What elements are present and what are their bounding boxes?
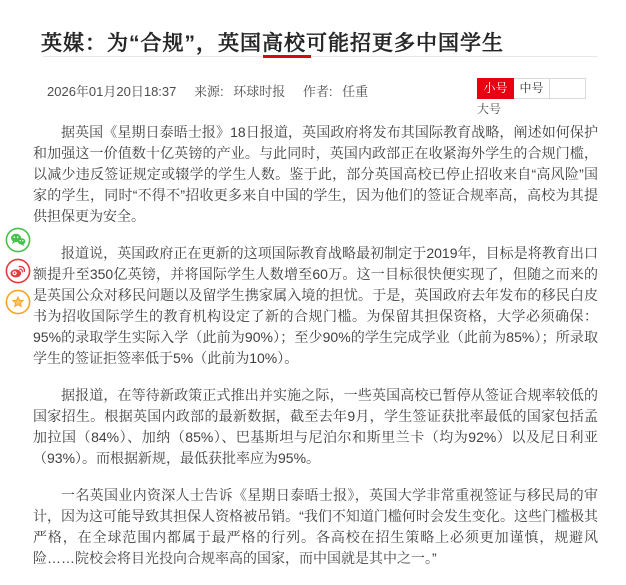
font-size-large-button[interactable]: 大号 [477, 102, 502, 116]
weibo-share-button[interactable] [5, 258, 31, 284]
qzone-star-icon [5, 289, 31, 315]
divider-accent [263, 55, 311, 58]
font-size-medium-button[interactable]: 中号 [514, 78, 550, 99]
publish-datetime: 2026年01月20日18:37 [47, 84, 177, 99]
article-paragraph: 据英国《星期日泰晤士报》18日报道，英国政府将发布其国际教育战略，阐述如何保护和加强这一价值数十亿英镑的产业。与此同时，英国内政部正在收紧海外学生的合规门槛，以减少违反签证规定或辍学的学生人数。鉴于此，部分英国高校已停止招收来自“高风险”国家的学生，同时“不得不”招收更多来自中国的学生，因为他们的签证合规率高，高校为其提供担保更为安全。 [33, 124, 598, 224]
font-size-empty-cell[interactable] [550, 78, 586, 99]
author-value: 任重 [342, 84, 369, 99]
article-meta [47, 81, 374, 100]
source-value: 环球时报 [233, 84, 286, 99]
title-divider [43, 56, 598, 57]
article-paragraph: 据报道，在等待新政策正式推出并实施之际，一些英国高校已暂停从签证合规率较低的国家招生。根据英国内政部的最新数据，截至去年9月，学生签证获批率最低的国家包括孟加拉国（84%）、加纳（85%）、巴基斯坦与尼泊尔和斯里兰卡（均为92%）以及尼日利亚（93%）。而根据新规，最低获批率应为95%。 [33, 387, 598, 466]
article-paragraph: 报道说，英国政府正在更新的这项国际教育战略最初制定于2019年，目标是将教育出口额提升至350亿英镑，并将国际学生人数增至60万。这一目标很快便实现了，但随之而来的是英国公众对移民问题以及留学生携家属入境的担忧。于是，英国政府去年发布的移民白皮书为招收国际学生的教育机构设定了新的合规门槛。为保留其担保资格，大学必须确保：95%的录取学生实际入学（此前为90%）；至少90%的学生完成学业（此前为85%）；所录取学生的签证拒签率低于5%（此前为10%）。 [33, 245, 598, 366]
page-title: 英媒：为“合规”，英国高校可能招更多中国学生 [41, 32, 504, 56]
wechat-icon [5, 227, 31, 253]
article-body [33, 122, 598, 585]
font-size-control [477, 78, 586, 99]
article-paragraph: 一名英国业内资深人士告诉《星期日泰晤士报》，英国大学非常重视签证与移民局的审计，因为这可能导致其担保人资格被吊销。“我们不知道门槛何时会发生变化。这些门槛极其严格，在全球范围内都属于最严格的行列。各高校在招生策略上必须更加谨慎，规避风险……院校会将目光投向合规率高的国家，而中国就是其中之一。” [33, 487, 598, 566]
source-label: 来源: [194, 84, 224, 99]
wechat-share-button[interactable] [5, 227, 31, 253]
qzone-share-button[interactable] [5, 289, 31, 315]
weibo-icon [5, 258, 31, 284]
share-column [5, 227, 31, 315]
font-size-small-button[interactable]: 小号 [477, 78, 514, 99]
author-label: 作者: [302, 84, 333, 99]
